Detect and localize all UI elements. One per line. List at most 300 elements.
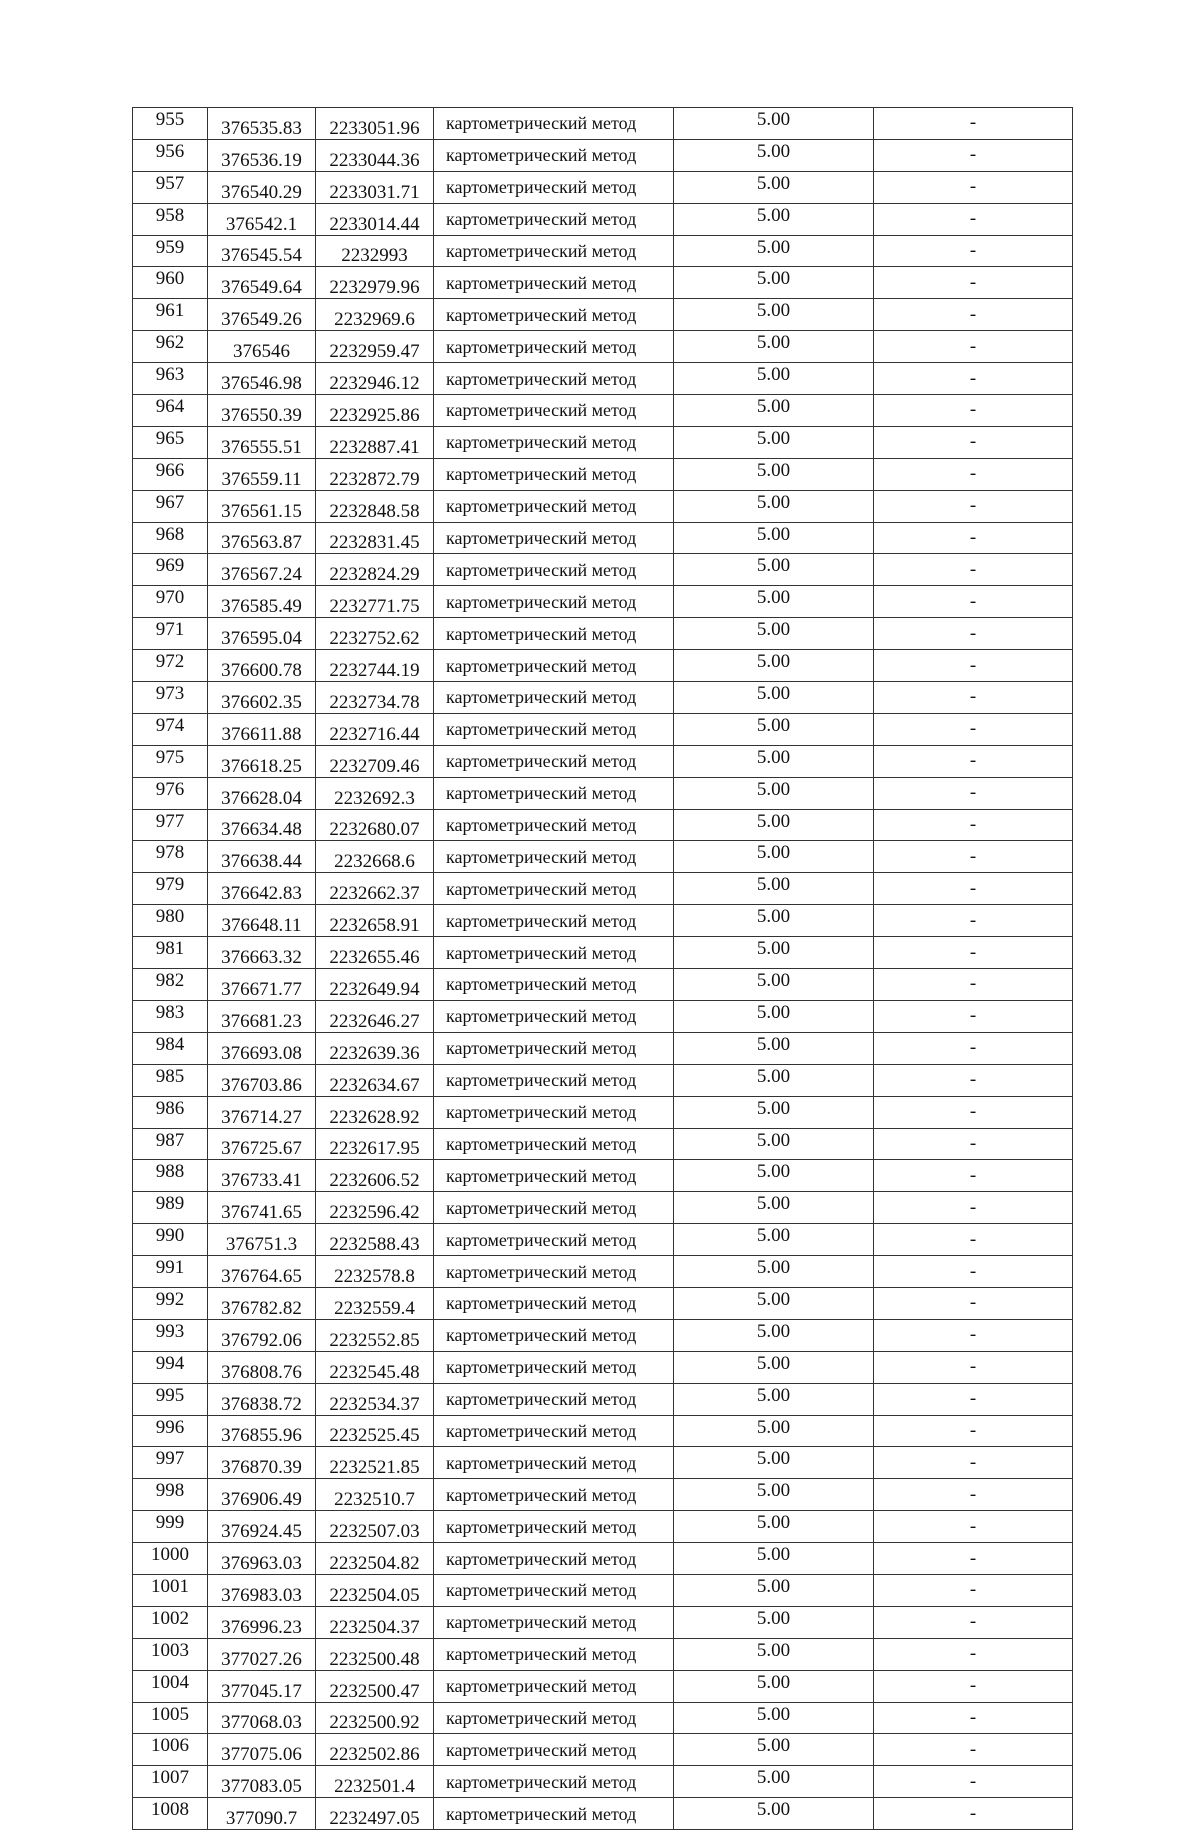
x-coordinate-cell: 376535.83: [208, 108, 316, 140]
note-cell: -: [874, 554, 1073, 586]
method-cell: картометрический метод: [434, 1319, 674, 1351]
table-row: [133, 1638, 1073, 1670]
note-cell: -: [874, 586, 1073, 618]
method-cell: картометрический метод: [434, 905, 674, 937]
note-cell: -: [874, 937, 1073, 969]
method-cell: картометрический метод: [434, 1734, 674, 1766]
accuracy-cell: 5.00: [674, 1032, 874, 1064]
y-coordinate-cell: 2232617.95: [316, 1128, 434, 1160]
method-cell: картометрический метод: [434, 458, 674, 490]
y-coordinate-cell: 2232649.94: [316, 969, 434, 1001]
y-coordinate-cell: 2232521.85: [316, 1447, 434, 1479]
point-number-cell: 955: [133, 108, 208, 140]
x-coordinate-cell: 376611.88: [208, 713, 316, 745]
point-number-cell: 991: [133, 1256, 208, 1288]
x-coordinate-cell: 376996.23: [208, 1606, 316, 1638]
table-row: [133, 1000, 1073, 1032]
table-row: [133, 1096, 1073, 1128]
x-coordinate-cell: 377027.26: [208, 1638, 316, 1670]
x-coordinate-cell: 376559.11: [208, 458, 316, 490]
method-cell: картометрический метод: [434, 331, 674, 363]
note-cell: -: [874, 171, 1073, 203]
table-row: [133, 1160, 1073, 1192]
accuracy-cell: 5.00: [674, 809, 874, 841]
coordinates-table-body: [133, 108, 1073, 1830]
point-number-cell: 973: [133, 682, 208, 714]
method-cell: картометрический метод: [434, 1511, 674, 1543]
y-coordinate-cell: 2232831.45: [316, 522, 434, 554]
accuracy-cell: 5.00: [674, 1319, 874, 1351]
point-number-cell: 982: [133, 969, 208, 1001]
point-number-cell: 988: [133, 1160, 208, 1192]
table-row: [133, 235, 1073, 267]
note-cell: -: [874, 1000, 1073, 1032]
x-coordinate-cell: 376546.98: [208, 363, 316, 395]
accuracy-cell: 5.00: [674, 1766, 874, 1798]
table-row: [133, 809, 1073, 841]
method-cell: картометрический метод: [434, 650, 674, 682]
method-cell: картометрический метод: [434, 1447, 674, 1479]
accuracy-cell: 5.00: [674, 1606, 874, 1638]
note-cell: -: [874, 1511, 1073, 1543]
accuracy-cell: 5.00: [674, 1511, 874, 1543]
x-coordinate-cell: 376542.1: [208, 203, 316, 235]
accuracy-cell: 5.00: [674, 969, 874, 1001]
method-cell: картометрический метод: [434, 267, 674, 299]
x-coordinate-cell: 376550.39: [208, 395, 316, 427]
point-number-cell: 970: [133, 586, 208, 618]
x-coordinate-cell: 376555.51: [208, 426, 316, 458]
note-cell: -: [874, 1256, 1073, 1288]
accuracy-cell: 5.00: [674, 490, 874, 522]
x-coordinate-cell: 376983.03: [208, 1574, 316, 1606]
method-cell: картометрический метод: [434, 1032, 674, 1064]
accuracy-cell: 5.00: [674, 1383, 874, 1415]
accuracy-cell: 5.00: [674, 363, 874, 395]
point-number-cell: 1007: [133, 1766, 208, 1798]
note-cell: -: [874, 1702, 1073, 1734]
method-cell: картометрический метод: [434, 1415, 674, 1447]
method-cell: картометрический метод: [434, 1670, 674, 1702]
method-cell: картометрический метод: [434, 937, 674, 969]
note-cell: -: [874, 1574, 1073, 1606]
method-cell: картометрический метод: [434, 1192, 674, 1224]
accuracy-cell: 5.00: [674, 777, 874, 809]
note-cell: -: [874, 905, 1073, 937]
method-cell: картометрический метод: [434, 873, 674, 905]
accuracy-cell: 5.00: [674, 554, 874, 586]
table-row: [133, 777, 1073, 809]
y-coordinate-cell: 2232959.47: [316, 331, 434, 363]
method-cell: картометрический метод: [434, 1128, 674, 1160]
accuracy-cell: 5.00: [674, 1064, 874, 1096]
accuracy-cell: 5.00: [674, 905, 874, 937]
note-cell: -: [874, 969, 1073, 1001]
note-cell: -: [874, 1766, 1073, 1798]
note-cell: -: [874, 745, 1073, 777]
y-coordinate-cell: 2232771.75: [316, 586, 434, 618]
y-coordinate-cell: 2232500.48: [316, 1638, 434, 1670]
point-number-cell: 958: [133, 203, 208, 235]
accuracy-cell: 5.00: [674, 618, 874, 650]
method-cell: картометрический метод: [434, 969, 674, 1001]
method-cell: картометрический метод: [434, 1064, 674, 1096]
y-coordinate-cell: 2232734.78: [316, 682, 434, 714]
table-row: [133, 458, 1073, 490]
y-coordinate-cell: 2232646.27: [316, 1000, 434, 1032]
note-cell: -: [874, 395, 1073, 427]
method-cell: картометрический метод: [434, 522, 674, 554]
y-coordinate-cell: 2233044.36: [316, 139, 434, 171]
note-cell: -: [874, 490, 1073, 522]
y-coordinate-cell: 2232752.62: [316, 618, 434, 650]
point-number-cell: 987: [133, 1128, 208, 1160]
accuracy-cell: 5.00: [674, 426, 874, 458]
note-cell: -: [874, 139, 1073, 171]
x-coordinate-cell: 376725.67: [208, 1128, 316, 1160]
accuracy-cell: 5.00: [674, 108, 874, 140]
point-number-cell: 989: [133, 1192, 208, 1224]
accuracy-cell: 5.00: [674, 1287, 874, 1319]
accuracy-cell: 5.00: [674, 203, 874, 235]
x-coordinate-cell: 376540.29: [208, 171, 316, 203]
point-number-cell: 964: [133, 395, 208, 427]
point-number-cell: 967: [133, 490, 208, 522]
x-coordinate-cell: 376681.23: [208, 1000, 316, 1032]
table-row: [133, 1670, 1073, 1702]
point-number-cell: 985: [133, 1064, 208, 1096]
point-number-cell: 993: [133, 1319, 208, 1351]
point-number-cell: 1001: [133, 1574, 208, 1606]
note-cell: -: [874, 299, 1073, 331]
x-coordinate-cell: 376628.04: [208, 777, 316, 809]
table-row: [133, 1256, 1073, 1288]
y-coordinate-cell: 2232639.36: [316, 1032, 434, 1064]
y-coordinate-cell: 2232525.45: [316, 1415, 434, 1447]
method-cell: картометрический метод: [434, 618, 674, 650]
y-coordinate-cell: 2232744.19: [316, 650, 434, 682]
method-cell: картометрический метод: [434, 426, 674, 458]
method-cell: картометрический метод: [434, 490, 674, 522]
table-row: [133, 1224, 1073, 1256]
accuracy-cell: 5.00: [674, 1479, 874, 1511]
x-coordinate-cell: 376924.45: [208, 1511, 316, 1543]
y-coordinate-cell: 2232716.44: [316, 713, 434, 745]
x-coordinate-cell: 376703.86: [208, 1064, 316, 1096]
point-number-cell: 990: [133, 1224, 208, 1256]
note-cell: -: [874, 1064, 1073, 1096]
table-row: [133, 841, 1073, 873]
method-cell: картометрический метод: [434, 713, 674, 745]
y-coordinate-cell: 2232824.29: [316, 554, 434, 586]
note-cell: -: [874, 1447, 1073, 1479]
x-coordinate-cell: 376549.64: [208, 267, 316, 299]
accuracy-cell: 5.00: [674, 1351, 874, 1383]
y-coordinate-cell: 2232578.8: [316, 1256, 434, 1288]
x-coordinate-cell: 376567.24: [208, 554, 316, 586]
accuracy-cell: 5.00: [674, 1574, 874, 1606]
x-coordinate-cell: 377068.03: [208, 1702, 316, 1734]
table-row: [133, 1287, 1073, 1319]
point-number-cell: 980: [133, 905, 208, 937]
table-row: [133, 1319, 1073, 1351]
point-number-cell: 998: [133, 1479, 208, 1511]
x-coordinate-cell: 377075.06: [208, 1734, 316, 1766]
x-coordinate-cell: 376671.77: [208, 969, 316, 1001]
y-coordinate-cell: 2233031.71: [316, 171, 434, 203]
y-coordinate-cell: 2232559.4: [316, 1287, 434, 1319]
table-row: [133, 905, 1073, 937]
note-cell: -: [874, 522, 1073, 554]
point-number-cell: 992: [133, 1287, 208, 1319]
note-cell: -: [874, 1383, 1073, 1415]
y-coordinate-cell: 2232510.7: [316, 1479, 434, 1511]
y-coordinate-cell: 2232969.6: [316, 299, 434, 331]
note-cell: -: [874, 1670, 1073, 1702]
y-coordinate-cell: 2232628.92: [316, 1096, 434, 1128]
point-number-cell: 975: [133, 745, 208, 777]
table-row: [133, 1351, 1073, 1383]
point-number-cell: 969: [133, 554, 208, 586]
method-cell: картометрический метод: [434, 1224, 674, 1256]
table-row: [133, 1574, 1073, 1606]
point-number-cell: 977: [133, 809, 208, 841]
point-number-cell: 968: [133, 522, 208, 554]
x-coordinate-cell: 376618.25: [208, 745, 316, 777]
table-row: [133, 682, 1073, 714]
accuracy-cell: 5.00: [674, 1702, 874, 1734]
point-number-cell: 986: [133, 1096, 208, 1128]
accuracy-cell: 5.00: [674, 267, 874, 299]
note-cell: -: [874, 458, 1073, 490]
y-coordinate-cell: 2232504.05: [316, 1574, 434, 1606]
x-coordinate-cell: 376782.82: [208, 1287, 316, 1319]
point-number-cell: 1008: [133, 1798, 208, 1830]
note-cell: -: [874, 618, 1073, 650]
x-coordinate-cell: 376733.41: [208, 1160, 316, 1192]
x-coordinate-cell: 376642.83: [208, 873, 316, 905]
accuracy-cell: 5.00: [674, 235, 874, 267]
point-number-cell: 976: [133, 777, 208, 809]
accuracy-cell: 5.00: [674, 458, 874, 490]
y-coordinate-cell: 2232887.41: [316, 426, 434, 458]
method-cell: картометрический метод: [434, 1479, 674, 1511]
y-coordinate-cell: 2233051.96: [316, 108, 434, 140]
method-cell: картометрический метод: [434, 395, 674, 427]
table-row: [133, 969, 1073, 1001]
table-row: [133, 1702, 1073, 1734]
note-cell: -: [874, 1192, 1073, 1224]
accuracy-cell: 5.00: [674, 586, 874, 618]
x-coordinate-cell: 376741.65: [208, 1192, 316, 1224]
x-coordinate-cell: 376792.06: [208, 1319, 316, 1351]
note-cell: -: [874, 1096, 1073, 1128]
accuracy-cell: 5.00: [674, 650, 874, 682]
note-cell: -: [874, 682, 1073, 714]
x-coordinate-cell: 376963.03: [208, 1543, 316, 1575]
accuracy-cell: 5.00: [674, 682, 874, 714]
table-row: [133, 1543, 1073, 1575]
note-cell: -: [874, 713, 1073, 745]
table-row: [133, 299, 1073, 331]
point-number-cell: 997: [133, 1447, 208, 1479]
accuracy-cell: 5.00: [674, 873, 874, 905]
y-coordinate-cell: 2232946.12: [316, 363, 434, 395]
x-coordinate-cell: 376546: [208, 331, 316, 363]
method-cell: картометрический метод: [434, 1287, 674, 1319]
x-coordinate-cell: 376764.65: [208, 1256, 316, 1288]
accuracy-cell: 5.00: [674, 1224, 874, 1256]
note-cell: -: [874, 809, 1073, 841]
method-cell: картометрический метод: [434, 235, 674, 267]
table-row: [133, 139, 1073, 171]
table-row: [133, 1447, 1073, 1479]
y-coordinate-cell: 2232872.79: [316, 458, 434, 490]
accuracy-cell: 5.00: [674, 1096, 874, 1128]
method-cell: картометрический метод: [434, 108, 674, 140]
method-cell: картометрический метод: [434, 1383, 674, 1415]
method-cell: картометрический метод: [434, 554, 674, 586]
method-cell: картометрический метод: [434, 1096, 674, 1128]
y-coordinate-cell: 2232502.86: [316, 1734, 434, 1766]
table-row: [133, 618, 1073, 650]
y-coordinate-cell: 2232993: [316, 235, 434, 267]
point-number-cell: 972: [133, 650, 208, 682]
point-number-cell: 971: [133, 618, 208, 650]
y-coordinate-cell: 2232848.58: [316, 490, 434, 522]
x-coordinate-cell: 376638.44: [208, 841, 316, 873]
table-row: [133, 650, 1073, 682]
accuracy-cell: 5.00: [674, 1128, 874, 1160]
table-row: [133, 713, 1073, 745]
table-row: [133, 554, 1073, 586]
point-number-cell: 1000: [133, 1543, 208, 1575]
point-number-cell: 962: [133, 331, 208, 363]
table-row: [133, 1479, 1073, 1511]
table-row: [133, 363, 1073, 395]
method-cell: картометрический метод: [434, 745, 674, 777]
x-coordinate-cell: 376838.72: [208, 1383, 316, 1415]
table-row: [133, 1415, 1073, 1447]
x-coordinate-cell: 376585.49: [208, 586, 316, 618]
x-coordinate-cell: 376563.87: [208, 522, 316, 554]
note-cell: -: [874, 1798, 1073, 1830]
method-cell: картометрический метод: [434, 1798, 674, 1830]
method-cell: картометрический метод: [434, 363, 674, 395]
note-cell: -: [874, 1734, 1073, 1766]
x-coordinate-cell: 376549.26: [208, 299, 316, 331]
y-coordinate-cell: 2232497.05: [316, 1798, 434, 1830]
point-number-cell: 996: [133, 1415, 208, 1447]
y-coordinate-cell: 2232500.47: [316, 1670, 434, 1702]
accuracy-cell: 5.00: [674, 1000, 874, 1032]
table-row: [133, 171, 1073, 203]
table-row: [133, 1766, 1073, 1798]
point-number-cell: 983: [133, 1000, 208, 1032]
y-coordinate-cell: 2232552.85: [316, 1319, 434, 1351]
accuracy-cell: 5.00: [674, 1543, 874, 1575]
x-coordinate-cell: 376595.04: [208, 618, 316, 650]
accuracy-cell: 5.00: [674, 1447, 874, 1479]
accuracy-cell: 5.00: [674, 522, 874, 554]
method-cell: картометрический метод: [434, 1702, 674, 1734]
table-row: [133, 108, 1073, 140]
x-coordinate-cell: 377083.05: [208, 1766, 316, 1798]
method-cell: картометрический метод: [434, 1351, 674, 1383]
accuracy-cell: 5.00: [674, 331, 874, 363]
method-cell: картометрический метод: [434, 1543, 674, 1575]
table-row: [133, 203, 1073, 235]
point-number-cell: 979: [133, 873, 208, 905]
x-coordinate-cell: 376808.76: [208, 1351, 316, 1383]
point-number-cell: 965: [133, 426, 208, 458]
point-number-cell: 981: [133, 937, 208, 969]
table-row: [133, 1606, 1073, 1638]
note-cell: -: [874, 1128, 1073, 1160]
x-coordinate-cell: 376561.15: [208, 490, 316, 522]
accuracy-cell: 5.00: [674, 1734, 874, 1766]
note-cell: -: [874, 1287, 1073, 1319]
point-number-cell: 984: [133, 1032, 208, 1064]
coordinates-table: [132, 107, 1073, 1830]
method-cell: картометрический метод: [434, 1606, 674, 1638]
accuracy-cell: 5.00: [674, 713, 874, 745]
accuracy-cell: 5.00: [674, 1638, 874, 1670]
table-row: [133, 586, 1073, 618]
table-row: [133, 522, 1073, 554]
x-coordinate-cell: 376693.08: [208, 1032, 316, 1064]
y-coordinate-cell: 2232658.91: [316, 905, 434, 937]
method-cell: картометрический метод: [434, 586, 674, 618]
note-cell: -: [874, 1032, 1073, 1064]
y-coordinate-cell: 2233014.44: [316, 203, 434, 235]
note-cell: -: [874, 108, 1073, 140]
table-row: [133, 745, 1073, 777]
table-row: [133, 1383, 1073, 1415]
point-number-cell: 1003: [133, 1638, 208, 1670]
method-cell: картометрический метод: [434, 841, 674, 873]
table-row: [133, 331, 1073, 363]
method-cell: картометрический метод: [434, 1638, 674, 1670]
table-row: [133, 426, 1073, 458]
x-coordinate-cell: 376648.11: [208, 905, 316, 937]
x-coordinate-cell: 376855.96: [208, 1415, 316, 1447]
table-row: [133, 937, 1073, 969]
y-coordinate-cell: 2232504.37: [316, 1606, 434, 1638]
y-coordinate-cell: 2232925.86: [316, 395, 434, 427]
method-cell: картометрический метод: [434, 777, 674, 809]
note-cell: -: [874, 1479, 1073, 1511]
note-cell: -: [874, 267, 1073, 299]
note-cell: -: [874, 203, 1073, 235]
note-cell: -: [874, 1351, 1073, 1383]
accuracy-cell: 5.00: [674, 299, 874, 331]
note-cell: -: [874, 1319, 1073, 1351]
x-coordinate-cell: 376714.27: [208, 1096, 316, 1128]
note-cell: -: [874, 363, 1073, 395]
accuracy-cell: 5.00: [674, 1160, 874, 1192]
y-coordinate-cell: 2232596.42: [316, 1192, 434, 1224]
y-coordinate-cell: 2232588.43: [316, 1224, 434, 1256]
note-cell: -: [874, 650, 1073, 682]
note-cell: -: [874, 331, 1073, 363]
x-coordinate-cell: 376602.35: [208, 682, 316, 714]
note-cell: -: [874, 1415, 1073, 1447]
point-number-cell: 963: [133, 363, 208, 395]
point-number-cell: 959: [133, 235, 208, 267]
method-cell: картометрический метод: [434, 1766, 674, 1798]
point-number-cell: 966: [133, 458, 208, 490]
